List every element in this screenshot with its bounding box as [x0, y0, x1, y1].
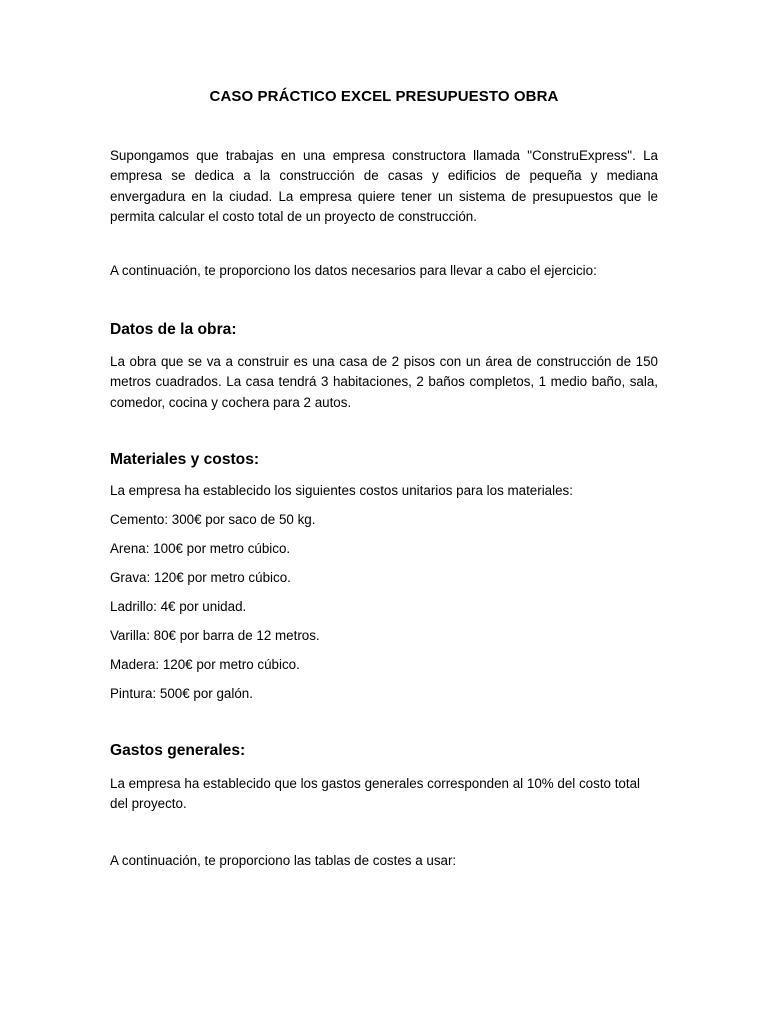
lead-in-paragraph: A continuación, te proporciono los datos necesarios para llevar a cabo el ejercicio:	[110, 263, 597, 278]
material-item: Ladrillo: 4€ por unidad.	[110, 599, 247, 614]
material-item: Varilla: 80€ por barra de 12 metros.	[110, 628, 320, 643]
material-item: Cemento: 300€ por saco de 50 kg.	[110, 512, 316, 527]
materiales-intro: La empresa ha establecido los siguientes costos unitarios para los materiales:	[110, 483, 573, 498]
obra-paragraph: La obra que se va a construir es una casa de 2 pisos con un área de construcción de 150 metros cuadrados. La casa tendrá 3 habitaciones, 2 baños completos, 1 medio baño, sala, comedor, cocina y cochera para 2 autos.	[110, 354, 658, 410]
material-item: Arena: 100€ por metro cúbico.	[110, 541, 291, 556]
section-heading-obra: Datos de la obra:	[110, 321, 237, 338]
material-item: Pintura: 500€ por galón.	[110, 686, 253, 701]
section-heading-materiales: Materiales y costos:	[110, 451, 260, 468]
section-heading-gastos: Gastos generales:	[110, 742, 246, 759]
material-item: Madera: 120€ por metro cúbico.	[110, 657, 300, 672]
gastos-paragraph: La empresa ha establecido que los gastos generales corresponden al 10% del costo total del proyecto.	[110, 776, 641, 812]
material-item: Grava: 120€ por metro cúbico.	[110, 570, 291, 585]
document-title: CASO PRÁCTICO EXCEL PRESUPUESTO OBRA	[209, 88, 559, 105]
closing-paragraph: A continuación, te proporciono las tablas de costes a usar:	[110, 853, 457, 868]
intro-paragraph: Supongamos que trabajas en una empresa constructora llamada "ConstruExpress". La empresa se dedica a la construcción de casas y edificios de pequeña y mediana envergadura en la ciudad. La empresa quiere tener un sistema de presupuestos que le permita calcular el costo total de un proyecto de construcción.	[110, 148, 658, 224]
